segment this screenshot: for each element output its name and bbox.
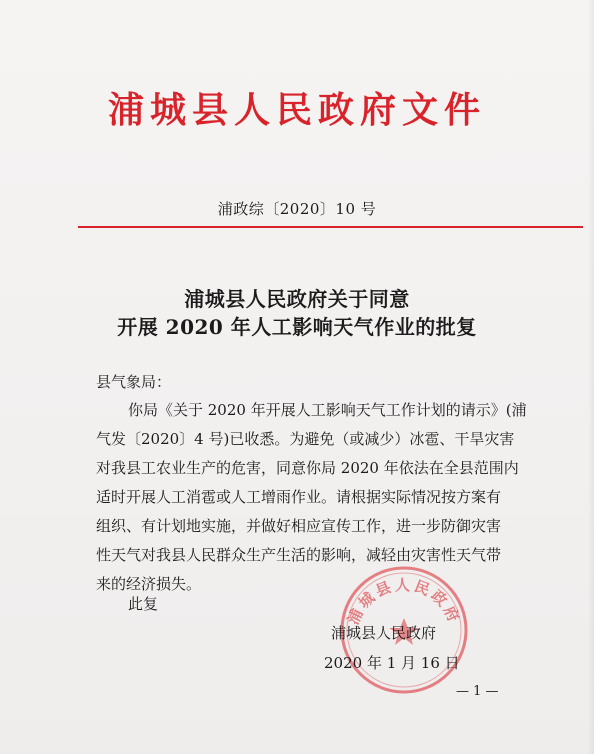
document-title-line-2: 开展 2020 年人工影响天气作业的批复 <box>117 315 477 339</box>
masthead-title: 浦城县人民政府文件 <box>107 89 486 131</box>
scan-edge-shadow <box>588 0 594 754</box>
page-number: — 1 — <box>456 684 499 699</box>
issue-date: 2020 年 1 月 16 日 <box>324 654 460 672</box>
closing-remark: 此复 <box>128 595 159 613</box>
body-line-3: 对我县工农业生产的危害，同意你局 2020 年依法在全县范围内 <box>96 459 519 477</box>
body-line-4: 适时开展人工消雹或人工增雨作业。请根据实际情况按方案有 <box>96 488 502 506</box>
body-line-7: 来的经济损失。 <box>96 575 202 593</box>
issuing-authority: 浦城县人民政府 <box>331 624 437 642</box>
svg-text:浦城县人民政府: 浦城县人民政府 <box>344 576 464 628</box>
addressee: 县气象局： <box>96 373 172 391</box>
body-line-1: 你局《关于 2020 年开展人工影响天气工作计划的请示》(浦 <box>128 401 527 419</box>
document-title-line-1: 浦城县人民政府关于同意 <box>184 287 410 311</box>
body-line-2: 气发〔2020〕4 号)已收悉。为避免（或减少）冰雹、干旱灾害 <box>96 430 515 448</box>
document-number: 浦政综〔2020〕10 号 <box>217 200 377 218</box>
body-line-6: 性天气对我县人民群众生产生活的影响，减轻由灾害性天气带 <box>96 546 502 564</box>
red-divider-line <box>78 226 583 228</box>
body-line-5: 组织、有计划地实施，并做好相应宣传工作，进一步防御灾害 <box>96 517 502 535</box>
